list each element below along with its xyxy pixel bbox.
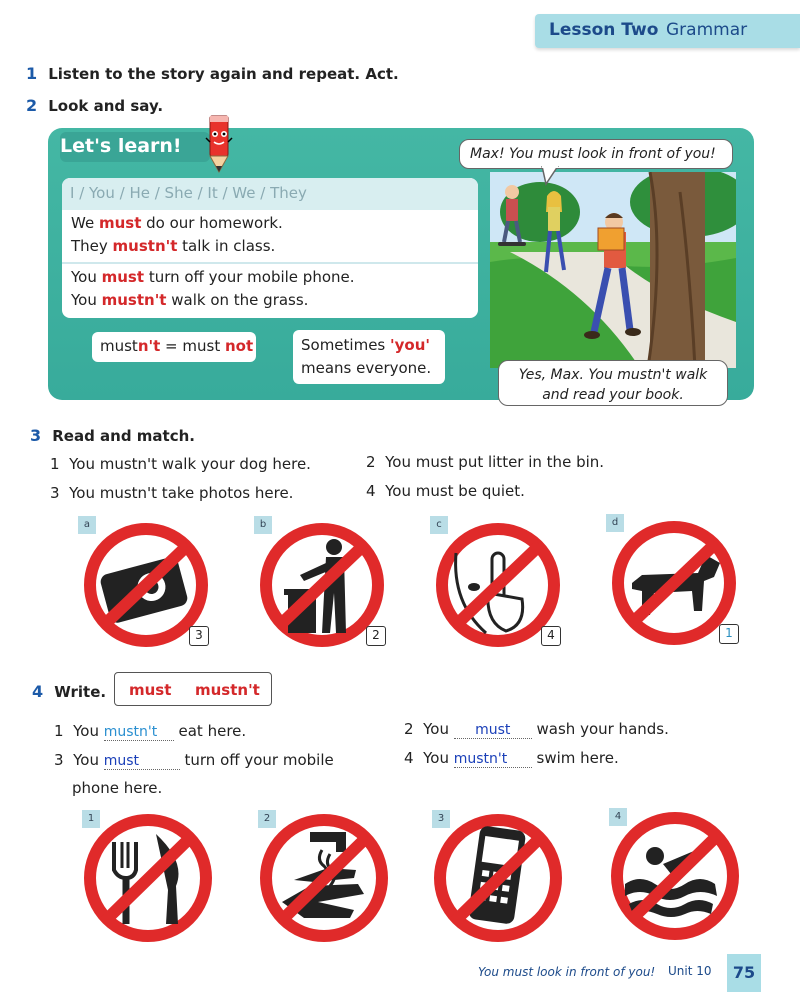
match-sentence: 3 You mustn't take photos here. (50, 484, 294, 502)
write-item: 3 You must turn off your mobile (54, 751, 334, 769)
exercise-2 (26, 96, 163, 115)
grammar-line: You mustn't walk on the grass. (71, 291, 309, 309)
answer-field[interactable]: mustn't (103, 724, 158, 740)
sign-label: 2 (258, 810, 276, 828)
you-note: Sometimes 'you' means everyone. (293, 330, 445, 384)
exercise-instruction: Write. (54, 683, 107, 701)
sign-label: b (254, 516, 272, 534)
page-number: 75 (727, 954, 761, 992)
contraction-note: mustn't = must not (92, 332, 256, 362)
grammar-line: We must do our homework. (71, 214, 283, 232)
answer-box[interactable]: 1 (719, 624, 739, 644)
no-swimming-sign-icon (605, 804, 745, 944)
sign-label: d (606, 514, 624, 532)
bubble-tail (540, 166, 560, 186)
write-item: 1 You mustn't eat here. (54, 722, 247, 740)
sign-label: a (78, 516, 96, 534)
speech-bubble-top: Max! You must look in front of you! (459, 139, 733, 169)
answer-field[interactable]: mustn't (453, 751, 508, 767)
write-item-continued: phone here. (72, 779, 163, 797)
pronoun-header (62, 178, 478, 210)
exercise-number: 1 (26, 64, 38, 83)
exercise-number: 4 (32, 682, 44, 701)
word-option: must (129, 681, 172, 699)
exercise-4 (32, 682, 106, 701)
word-option: mustn't (195, 681, 260, 699)
exercise-3 (30, 426, 195, 445)
section-title: Grammar (666, 20, 748, 40)
grammar-line: You must turn off your mobile phone. (71, 268, 355, 286)
grammar-line: They mustn't talk in class. (71, 237, 276, 255)
divider (62, 262, 478, 264)
exercise-instruction: Listen to the story again and repeat. Act. (48, 65, 399, 83)
footer-title: You must look in front of you! (478, 965, 656, 979)
answer-box[interactable]: 2 (366, 626, 386, 646)
sign-label: 3 (432, 810, 450, 828)
match-sentence: 4 You must be quiet. (366, 482, 525, 500)
wash-hands-sign-icon (254, 806, 394, 946)
lesson-title: Lesson Two (549, 20, 659, 40)
write-item: 4 You mustn't swim here. (404, 749, 619, 767)
match-sentence: 2 You must put litter in the bin. (366, 453, 605, 471)
sign-label: 1 (82, 810, 100, 828)
pronoun-list: I / You / He / She / It / We / They (70, 184, 307, 202)
exercise-instruction: Look and say. (48, 97, 164, 115)
sign-label: 4 (609, 808, 627, 826)
lesson-header (535, 14, 800, 48)
exercise-instruction: Read and match. (52, 427, 195, 445)
answer-field[interactable]: must (103, 753, 140, 769)
write-item: 2 You must wash your hands. (404, 720, 669, 738)
pencil-mascot-icon (202, 112, 238, 176)
exercise-number: 2 (26, 96, 38, 115)
answer-box[interactable]: 4 (541, 626, 561, 646)
word-box (114, 672, 272, 706)
no-eating-sign-icon (78, 806, 218, 946)
story-illustration (490, 172, 736, 368)
match-sentence: 1 You mustn't walk your dog here. (50, 455, 311, 473)
mobile-phone-sign-icon (428, 806, 568, 946)
answer-field[interactable]: must (475, 722, 511, 738)
sign-label: c (430, 516, 448, 534)
answer-box[interactable]: 3 (189, 626, 209, 646)
lets-learn-title: Let's learn! (60, 132, 210, 162)
exercise-1 (26, 64, 399, 83)
footer-unit: Unit 10 (668, 964, 712, 978)
speech-bubble-bottom: Yes, Max. You mustn't walk and read your book. (498, 360, 728, 406)
exercise-number: 3 (30, 426, 42, 445)
grammar-box (62, 178, 478, 318)
